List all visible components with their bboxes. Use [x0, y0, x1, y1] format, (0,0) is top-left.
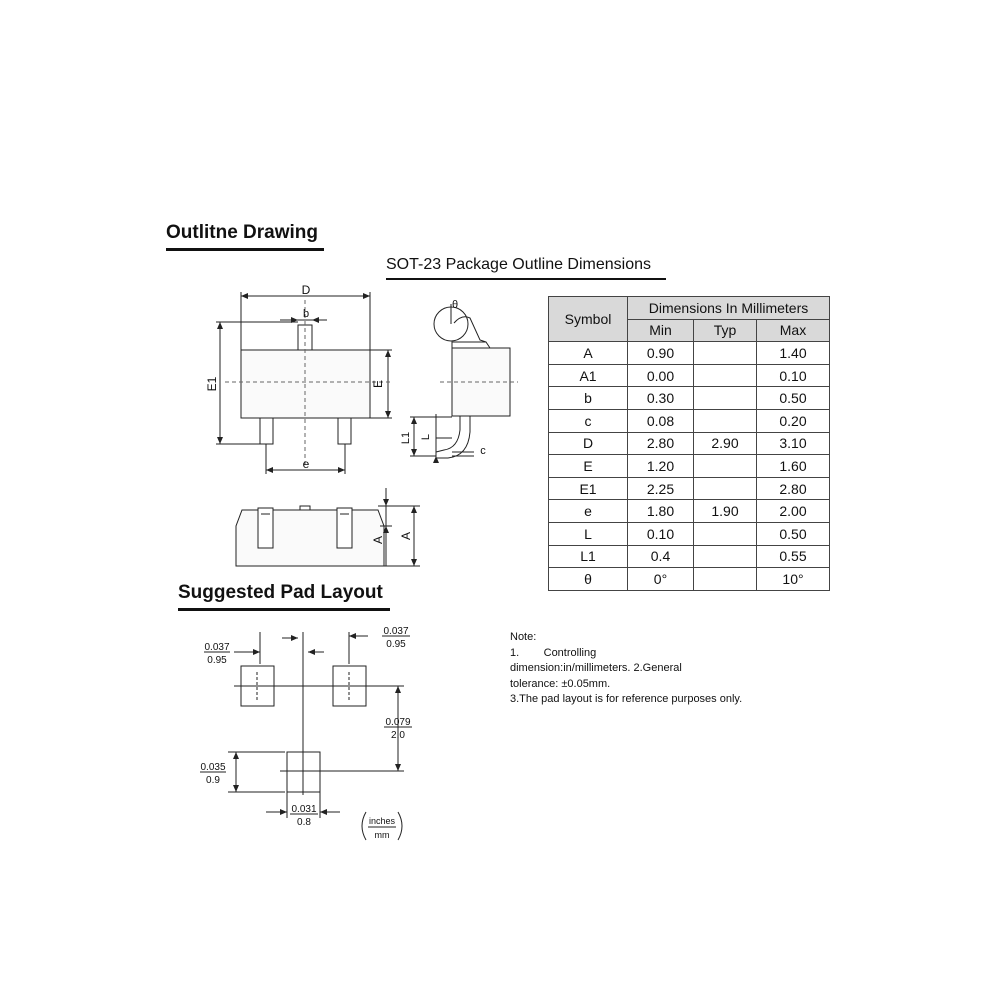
symbol-header: Symbol	[549, 297, 628, 342]
cell-symbol: b	[549, 387, 628, 410]
cell-typ	[694, 568, 757, 591]
cell-max: 0.55	[757, 545, 830, 568]
label-L: L	[420, 433, 432, 441]
cell-symbol: c	[549, 409, 628, 432]
cell-symbol: L1	[549, 545, 628, 568]
table-row	[549, 409, 830, 432]
note-line-1: 1. Controlling	[510, 646, 597, 659]
cell-symbol: e	[549, 500, 628, 523]
cell-max: 1.40	[757, 342, 830, 365]
pad-width-left-inch: 0.037	[204, 642, 230, 653]
cell-max: 0.50	[757, 387, 830, 410]
pad-height-mm: 0.9	[206, 775, 220, 786]
note-title: Note:	[510, 631, 537, 643]
cell-min: 0.08	[628, 409, 694, 432]
table-row	[549, 500, 830, 523]
cell-typ	[694, 455, 757, 478]
cell-max: 3.10	[757, 432, 830, 455]
cell-symbol: E1	[549, 477, 628, 500]
table-row	[549, 568, 830, 591]
cell-symbol: D	[549, 432, 628, 455]
table-row	[549, 432, 830, 455]
table-row	[549, 364, 830, 387]
pad-width-inch: 0.031	[291, 804, 317, 815]
note-line-2: dimension:in/millimeters. 2.General	[510, 662, 682, 674]
cell-typ	[694, 545, 757, 568]
pad-layout-heading: Suggested Pad Layout	[178, 582, 390, 611]
table-row	[549, 455, 830, 478]
label-e: e	[302, 457, 310, 471]
cell-max: 2.00	[757, 500, 830, 523]
cell-max: 1.60	[757, 455, 830, 478]
unit-key-inches: inches	[368, 816, 396, 826]
pad-width-right-mm: 0.95	[386, 639, 406, 650]
pad-layout-drawing	[195, 620, 420, 845]
pad-width-left-mm: 0.95	[207, 655, 227, 666]
label-b: b	[302, 308, 310, 320]
cell-max: 0.50	[757, 522, 830, 545]
cell-min: 0.00	[628, 364, 694, 387]
dimensions-header: Dimensions In Millimeters	[628, 297, 830, 320]
label-E1: E1	[205, 376, 219, 392]
cell-min: 1.20	[628, 455, 694, 478]
typ-header: Typ	[694, 319, 757, 342]
cell-min: 1.80	[628, 500, 694, 523]
cell-max: 0.10	[757, 364, 830, 387]
table-row	[549, 387, 830, 410]
cell-typ: 1.90	[694, 500, 757, 523]
cell-symbol: A1	[549, 364, 628, 387]
label-D: D	[301, 283, 311, 297]
cell-min: 2.80	[628, 432, 694, 455]
cell-symbol: θ	[549, 568, 628, 591]
cell-typ: 2.90	[694, 432, 757, 455]
unit-key-mm: mm	[374, 830, 390, 840]
note-line-3: tolerance: ±0.05mm.	[510, 677, 611, 690]
note-block	[510, 630, 760, 708]
package-subtitle: SOT-23 Package Outline Dimensions	[386, 256, 666, 280]
cell-typ	[694, 409, 757, 432]
cell-min: 2.25	[628, 477, 694, 500]
front-view-drawing	[230, 480, 430, 570]
top-view-drawing	[200, 280, 400, 480]
max-header: Max	[757, 319, 830, 342]
cell-min: 0.30	[628, 387, 694, 410]
table-row	[549, 522, 830, 545]
label-E: E	[371, 379, 385, 389]
cell-typ	[694, 477, 757, 500]
label-A1: A	[371, 535, 385, 545]
table-row	[549, 477, 830, 500]
cell-max: 2.80	[757, 477, 830, 500]
table-row	[549, 342, 830, 365]
cell-max: 0.20	[757, 409, 830, 432]
cell-typ	[694, 342, 757, 365]
cell-typ	[694, 364, 757, 387]
pad-height-inch: 0.035	[200, 762, 226, 773]
table-row	[549, 545, 830, 568]
note-line-4: 3.The pad layout is for reference purposes only.	[510, 693, 743, 705]
cell-max: 10°	[757, 568, 830, 591]
label-c: c	[480, 445, 486, 457]
cell-symbol: L	[549, 522, 628, 545]
cell-min: 0.4	[628, 545, 694, 568]
cell-min: 0°	[628, 568, 694, 591]
cell-min: 0.90	[628, 342, 694, 365]
label-A: A	[399, 531, 413, 541]
side-view-drawing	[400, 290, 530, 465]
cell-typ	[694, 387, 757, 410]
cell-min: 0.10	[628, 522, 694, 545]
row-pitch-mm: 2.0	[391, 730, 405, 741]
label-theta: θ	[451, 299, 459, 311]
pad-width-mm: 0.8	[297, 817, 311, 828]
outline-drawing-heading: Outlitne Drawing	[166, 222, 324, 251]
cell-typ	[694, 522, 757, 545]
pad-width-right-inch: 0.037	[383, 626, 409, 637]
cell-symbol: A	[549, 342, 628, 365]
cell-symbol: E	[549, 455, 628, 478]
dimensions-table	[548, 296, 830, 591]
label-L1: L1	[400, 431, 412, 445]
row-pitch-inch: 0.079	[385, 717, 411, 728]
min-header: Min	[628, 319, 694, 342]
